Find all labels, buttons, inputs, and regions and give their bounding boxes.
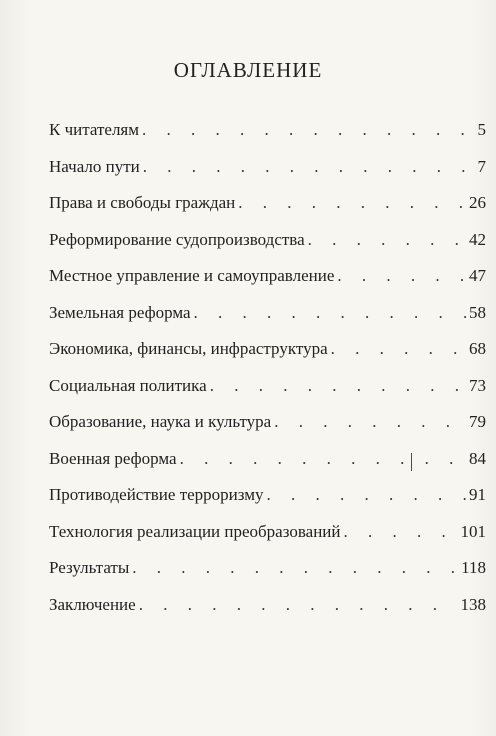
toc-entry-title: Результаты <box>49 558 130 577</box>
toc-entry-title: Заключение <box>49 594 136 614</box>
toc-entry-page: 58 <box>469 302 486 322</box>
toc-entry-title: Образование, наука и культура <box>49 412 272 431</box>
toc-entry <box>49 485 486 522</box>
toc-entry <box>49 339 486 376</box>
dot-leader <box>238 193 466 213</box>
toc-entry-title: Противодействие терроризму <box>49 485 264 504</box>
toc-entry-title: Реформирование судопроизводства <box>49 229 305 249</box>
toc-entry <box>49 376 486 413</box>
dot-leader <box>308 230 466 250</box>
toc-entry <box>49 230 486 267</box>
page-title: ОГЛАВЛЕНИЕ <box>173 58 323 82</box>
toc-entry <box>49 157 486 194</box>
pen-mark <box>411 453 412 471</box>
toc-entry <box>49 595 486 632</box>
toc-entry <box>49 120 486 157</box>
toc-entry-title: Местное управление и самоуправление <box>49 266 335 285</box>
dot-leader <box>274 412 466 432</box>
toc-entry-title: Социальная политика <box>49 375 207 395</box>
toc-entry-page: 91 <box>469 485 486 504</box>
toc-entry <box>49 522 486 559</box>
toc-entry-page: 26 <box>469 193 486 212</box>
toc-entry-title: К читателям <box>49 120 140 139</box>
dot-leader <box>142 120 474 140</box>
dot-leader <box>343 522 457 542</box>
toc-entry-title: Военная реформа <box>49 448 177 468</box>
toc-entry <box>49 412 486 449</box>
dot-leader <box>139 595 458 615</box>
toc-entry-page: 84 <box>469 448 486 468</box>
toc-entry <box>49 303 486 340</box>
toc-entry-page: 7 <box>477 156 486 176</box>
toc-entry <box>49 266 486 303</box>
dot-leader <box>210 376 466 396</box>
toc-entry-page: 5 <box>477 120 486 139</box>
toc-entry-page: 42 <box>469 229 486 249</box>
dot-leader <box>337 266 466 286</box>
dot-leader <box>194 303 466 323</box>
toc-entry <box>49 449 486 486</box>
toc-entry-page: 68 <box>469 339 486 358</box>
dot-leader <box>331 339 466 359</box>
toc-entry-title: Технология реализации преобразований <box>49 521 341 541</box>
toc-entry-page: 118 <box>461 558 486 577</box>
toc-entry-title: Права и свободы граждан <box>49 193 236 212</box>
toc-entry <box>49 193 486 230</box>
toc-entry-page: 101 <box>460 521 486 541</box>
dot-leader <box>132 558 458 578</box>
toc-entry-title: Экономика, финансы, инфраструктура <box>49 339 328 358</box>
toc-entry-title: Земельная реформа <box>49 302 191 322</box>
table-of-contents <box>49 120 486 631</box>
toc-entry-page: 73 <box>469 375 486 395</box>
dot-leader <box>267 485 467 505</box>
dot-leader <box>143 157 475 177</box>
dot-leader <box>180 449 466 469</box>
toc-entry <box>49 558 486 595</box>
toc-entry-title: Начало пути <box>49 156 140 176</box>
toc-entry-page: 47 <box>469 266 486 285</box>
toc-entry-page: 79 <box>469 412 486 431</box>
toc-entry-page: 138 <box>460 594 486 614</box>
